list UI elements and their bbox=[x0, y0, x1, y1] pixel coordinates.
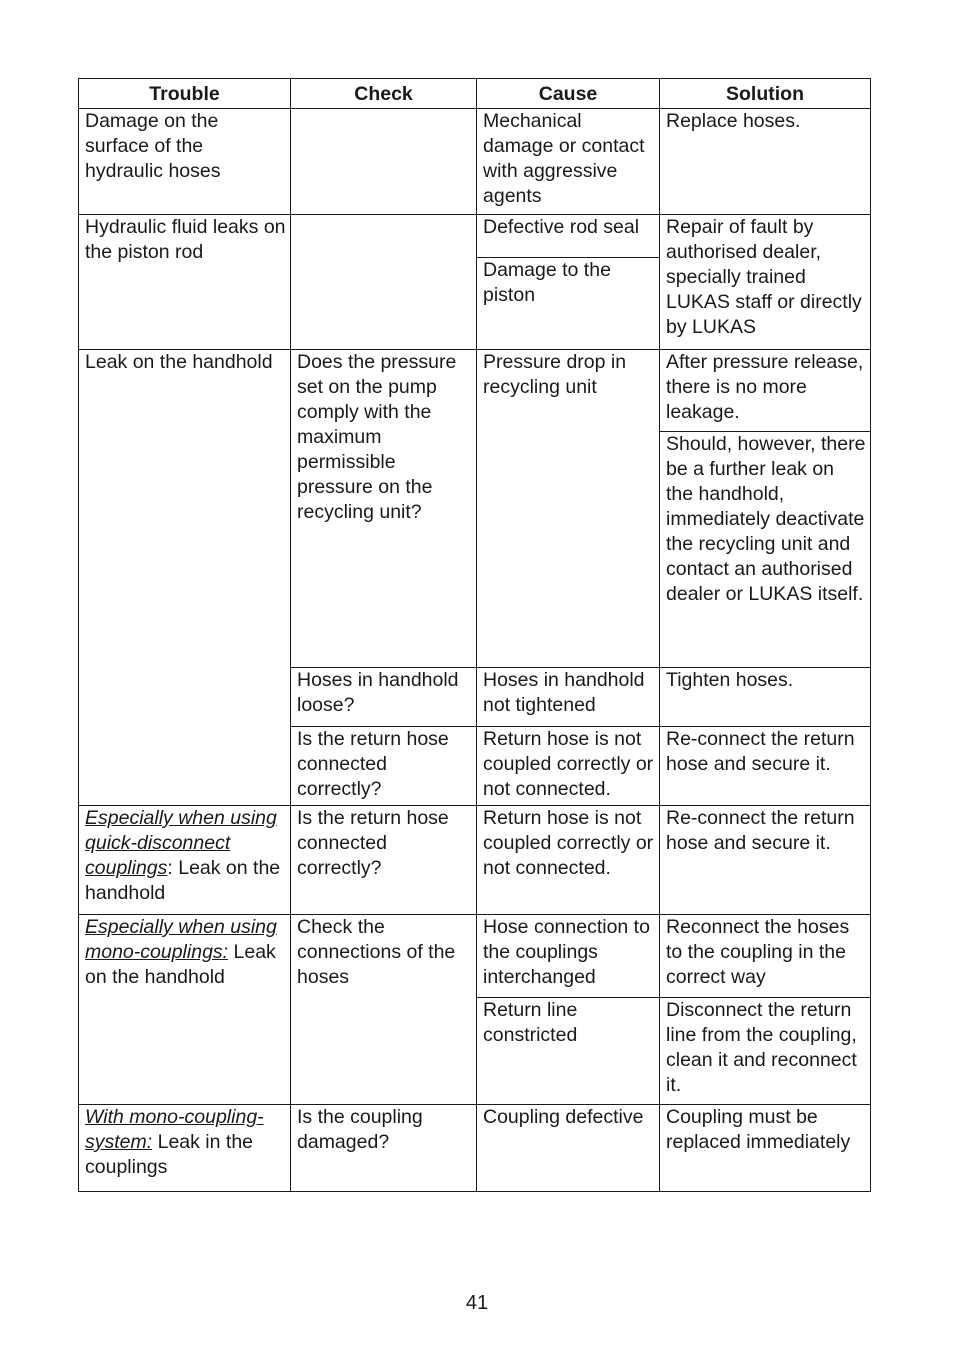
cause-cell: Mechanical damage or contact with aggressive agents bbox=[477, 109, 660, 215]
cause-cell: Damage to the piston bbox=[477, 258, 660, 350]
cause-cell: Coupling defective bbox=[477, 1105, 660, 1192]
solution-cell: Tighten hoses. bbox=[660, 668, 871, 727]
trouble-cell: Hydraulic fluid leaks on the piston rod bbox=[79, 215, 291, 350]
header-cause: Cause bbox=[477, 79, 660, 109]
troubleshooting-table bbox=[78, 78, 871, 1192]
table-row bbox=[79, 915, 871, 998]
trouble-emphasis: With mono-coupling-system: bbox=[85, 1106, 264, 1153]
header-trouble: Trouble bbox=[79, 79, 291, 109]
check-cell bbox=[291, 109, 477, 215]
table-row bbox=[79, 806, 871, 915]
check-cell: Is the return hose connected correctly? bbox=[291, 727, 477, 806]
solution-cell: Replace hoses. bbox=[660, 109, 871, 215]
cause-cell: Hoses in handhold not tightened bbox=[477, 668, 660, 727]
trouble-text: : Leak on the handhold bbox=[85, 857, 281, 904]
table-row bbox=[79, 215, 871, 258]
table-row bbox=[79, 350, 871, 432]
check-cell: Is the return hose connected correctly? bbox=[291, 806, 477, 915]
header-solution: Solution bbox=[660, 79, 871, 109]
trouble-cell bbox=[79, 806, 291, 915]
solution-cell: Should, however, there be a further leak on the handhold, immediately deactivate the recycling unit and contact an authorised dealer or LUKAS itself. bbox=[660, 432, 871, 668]
check-cell: Is the coupling damaged? bbox=[291, 1105, 477, 1192]
trouble-text: Leak in the couplings bbox=[85, 1131, 254, 1178]
check-cell: Does the pressure set on the pump comply with the maximum permissible pressure on the recycling unit? bbox=[291, 350, 477, 668]
check-cell: Hoses in handhold loose? bbox=[291, 668, 477, 727]
page-number: 41 bbox=[465, 1292, 489, 1314]
trouble-cell bbox=[79, 1105, 291, 1192]
cause-cell: Hose connection to the couplings interchanged bbox=[477, 915, 660, 998]
cause-cell: Return line constricted bbox=[477, 998, 660, 1105]
table-header-row bbox=[79, 79, 871, 109]
table-row bbox=[79, 109, 871, 215]
trouble-text: Leak on the handhold bbox=[85, 941, 276, 988]
trouble-cell bbox=[79, 915, 291, 1105]
trouble-cell: Leak on the handhold bbox=[79, 350, 291, 806]
check-cell bbox=[291, 215, 477, 350]
solution-cell: Re-connect the return hose and secure it. bbox=[660, 806, 871, 915]
solution-cell: Reconnect the hoses to the coupling in the correct way bbox=[660, 915, 871, 998]
trouble-cell: Damage on the surface of the hydraulic hoses bbox=[79, 109, 291, 215]
solution-cell: Re-connect the return hose and secure it. bbox=[660, 727, 871, 806]
cause-cell: Pressure drop in recycling unit bbox=[477, 350, 660, 668]
cause-cell: Return hose is not coupled correctly or not connected. bbox=[477, 806, 660, 915]
trouble-emphasis: Especially when using mono-couplings: bbox=[85, 916, 277, 963]
cause-cell: Defective rod seal bbox=[477, 215, 660, 258]
header-check: Check bbox=[291, 79, 477, 109]
table-row bbox=[79, 1105, 871, 1192]
cause-cell: Return hose is not coupled correctly or not connected. bbox=[477, 727, 660, 806]
solution-cell: Repair of fault by authorised dealer, specially trained LUKAS staff or directly by LUKAS bbox=[660, 215, 871, 350]
check-cell: Check the connections of the hoses bbox=[291, 915, 477, 1105]
solution-cell: Disconnect the return line from the coupling, clean it and reconnect it. bbox=[660, 998, 871, 1105]
solution-cell: Coupling must be replaced immediately bbox=[660, 1105, 871, 1192]
trouble-emphasis: Especially when using quick-disconnect couplings bbox=[85, 807, 277, 879]
solution-cell: After pressure release, there is no more leakage. bbox=[660, 350, 871, 432]
